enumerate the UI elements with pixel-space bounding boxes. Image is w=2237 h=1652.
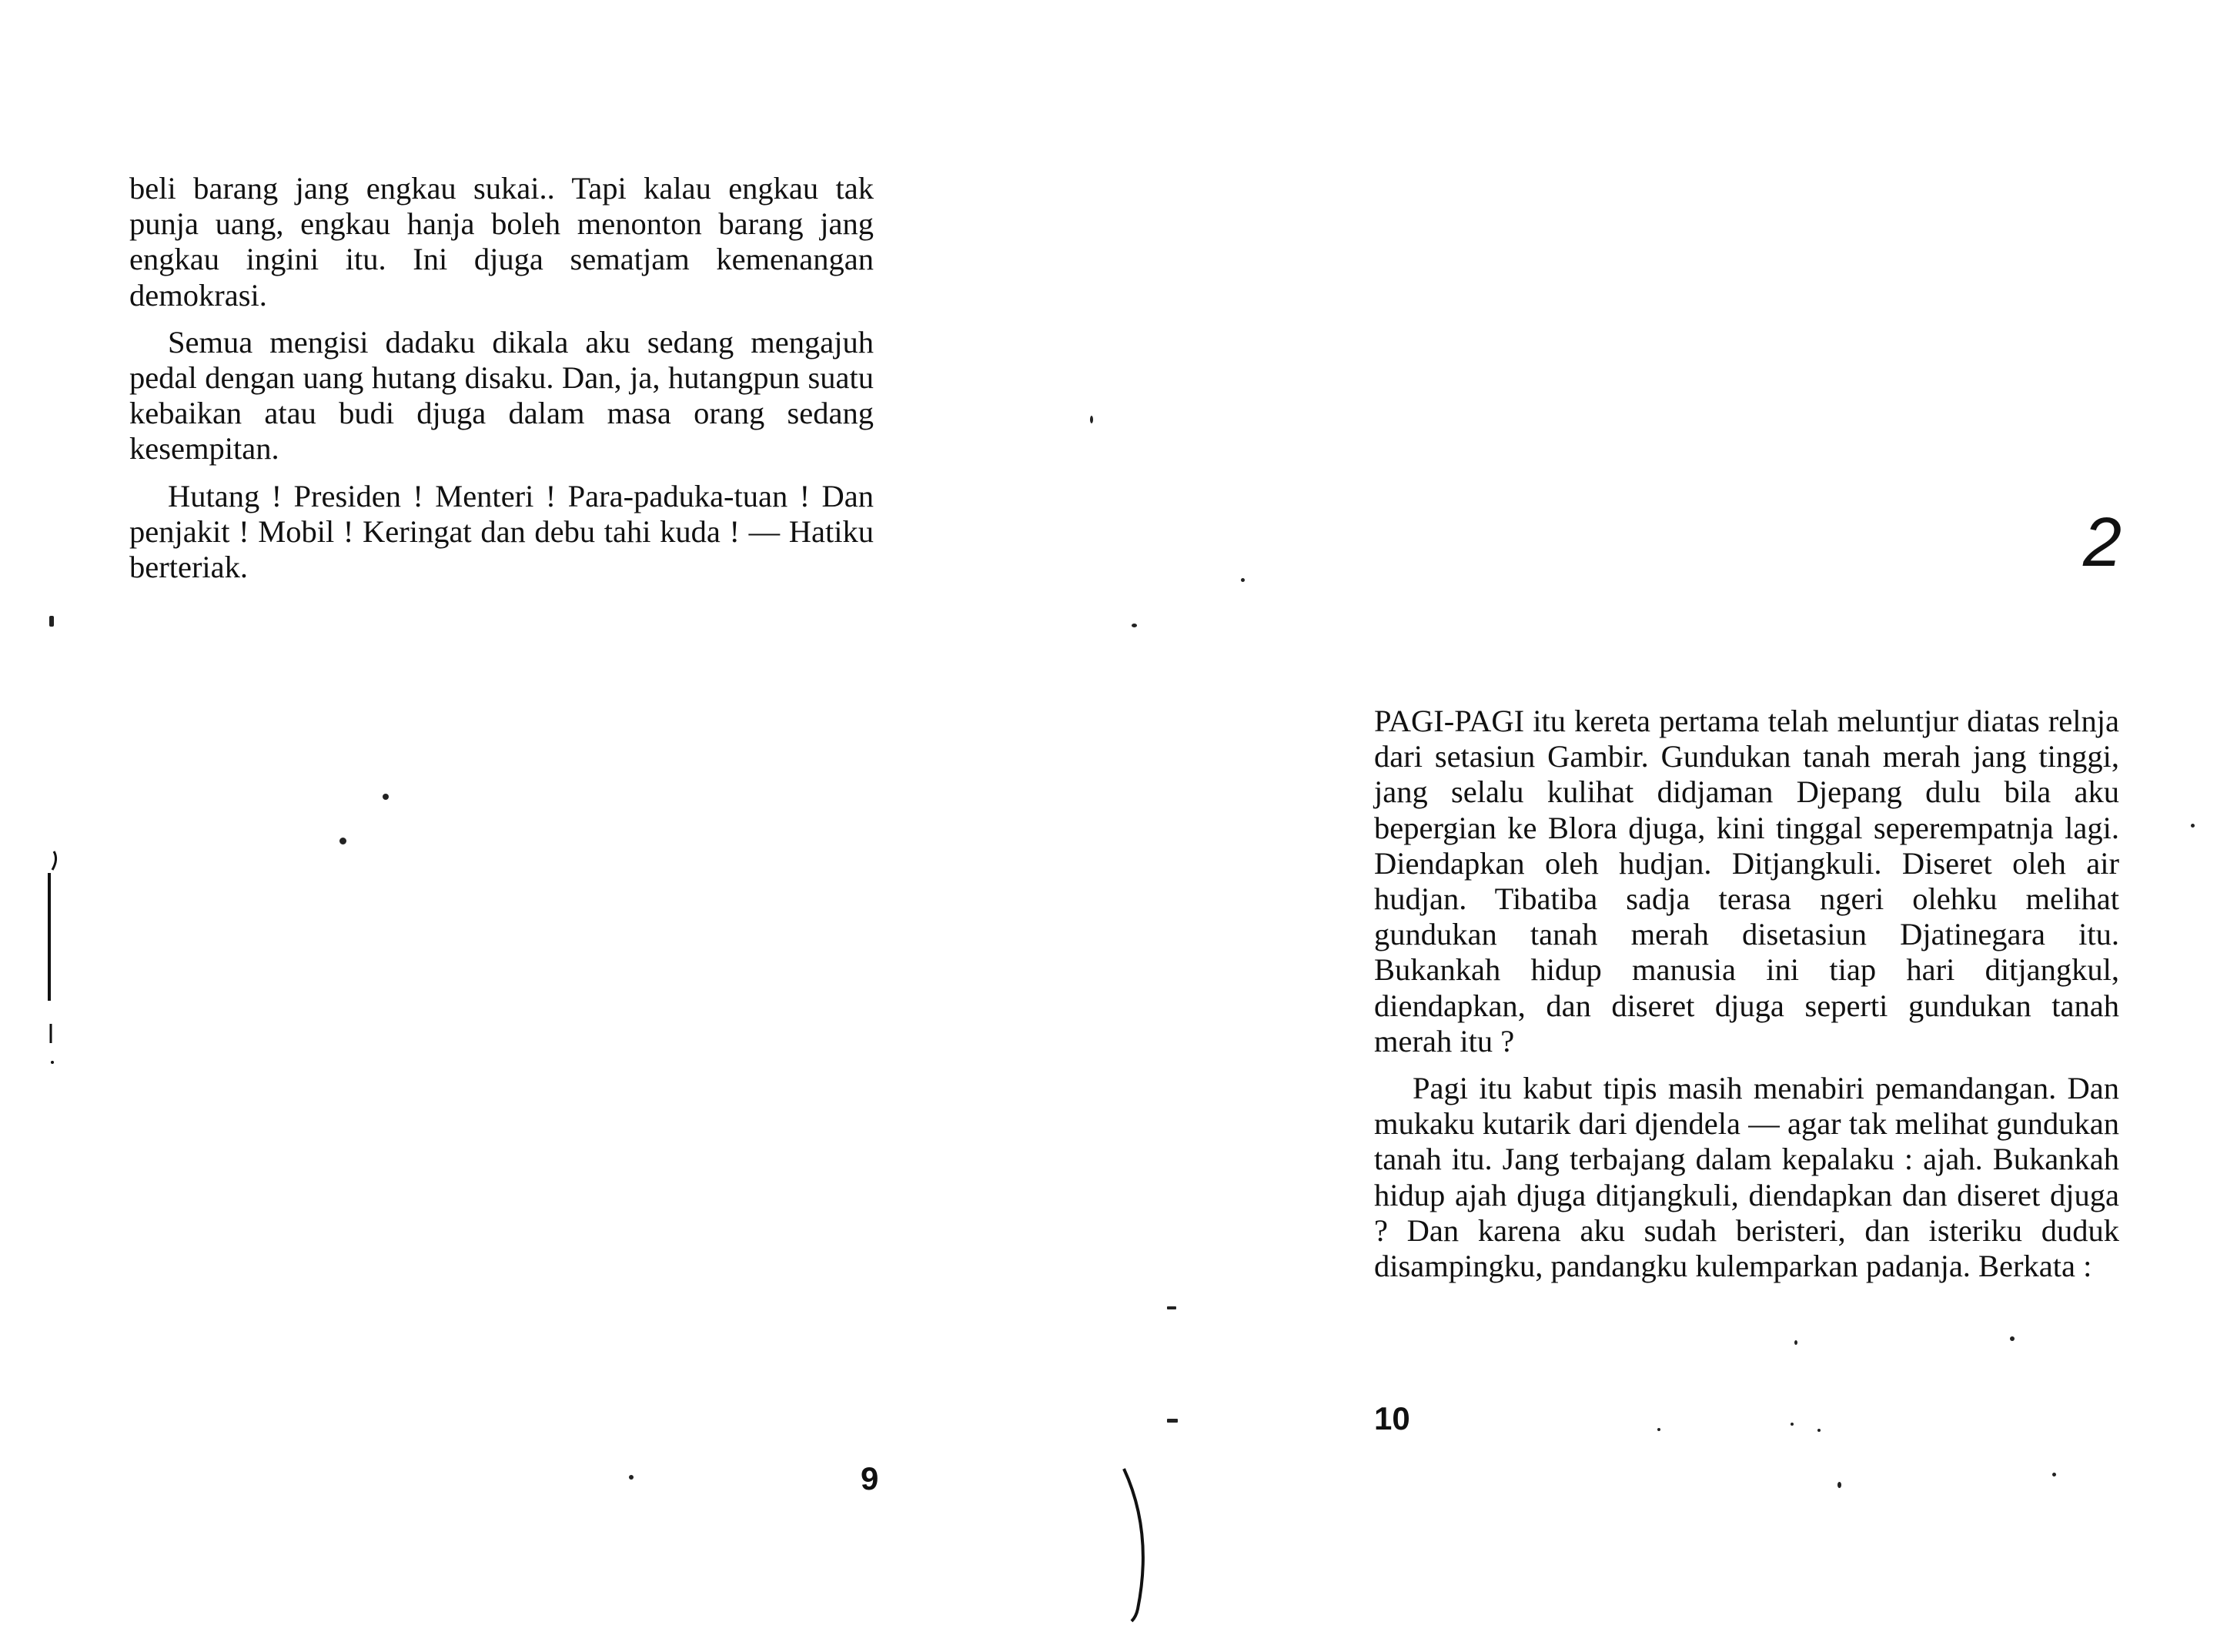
scan-speck xyxy=(1090,416,1093,423)
right-page-text xyxy=(1374,704,2119,1296)
scan-speck xyxy=(1657,1428,1660,1431)
left-page-text xyxy=(129,171,874,597)
paragraph: beli barang jang engkau sukai.. Tapi kalau engkau tak punja uang, engkau hanja boleh menonton barang jang engkau ingini itu. Ini djuga sematjam kemenangan demokrasi. xyxy=(129,171,874,313)
page-edge-mark xyxy=(38,847,69,1070)
right-page xyxy=(1118,0,2237,1652)
scan-speck xyxy=(2191,824,2195,828)
scan-speck xyxy=(1791,1423,1794,1426)
scan-speck xyxy=(1817,1429,1821,1432)
scan-speck xyxy=(383,794,389,800)
scan-speck xyxy=(49,616,54,627)
chapter-number: 2 xyxy=(2083,504,2122,581)
paragraph: Pagi itu kabut tipis masih menabiri pemandangan. Dan mukaku kutarik dari djendela — agar tak melihat gundukan tanah itu. Jang terbajang dalam kepalaku : ajah. Bukankah hidup ajah djuga ditjangkuli, diendapkan dan diseret djuga ? Dan karena aku sudah beristeri, dan isteriku duduk disampingku, pandangku kulemparkan padanja. Berkata : xyxy=(1374,1071,2119,1284)
paragraph: Hutang ! Presiden ! Menteri ! Para-paduka-tuan ! Dan penjakit ! Mobil ! Keringat dan debu tahi kuda ! — Hatiku berteriak. xyxy=(129,478,874,585)
paragraph: Semua mengisi dadaku dikala aku sedang mengajuh pedal dengan uang hutang disaku. Dan, ja, hutangpun suatu kebaikan atau budi djuga dalam masa orang sedang kesempitan. xyxy=(129,324,874,467)
scan-speck xyxy=(2010,1336,2015,1341)
scan-speck xyxy=(339,838,346,844)
scan-speck xyxy=(1794,1340,1797,1345)
scan-speck xyxy=(629,1475,634,1480)
scan-speck xyxy=(2052,1473,2056,1476)
page-number: 10 xyxy=(1374,1400,1410,1436)
left-page xyxy=(0,0,1118,1652)
page-number: 9 xyxy=(861,1460,879,1496)
scan-speck xyxy=(1837,1482,1841,1488)
paragraph: PAGI-PAGI itu kereta pertama telah meluntjur diatas relnja dari setasiun Gambir. Gundukan tanah merah jang tinggi, jang selalu kulihat didjaman Djepang dulu bila aku bepergian ke Blora djuga, kini tinggal seperempatnja lagi. Diendapkan oleh hudjan. Ditjangkuli. Diseret oleh air hudjan. Tibatiba sadja terasa ngeri olehku melihat gundukan tanah merah disetasiun Djatinegara itu. Bukankah hidup manusia ini tiap hari ditjangkul, diendapkan, dan diseret djuga seperti gundukan tanah merah itu ? xyxy=(1374,704,2119,1058)
